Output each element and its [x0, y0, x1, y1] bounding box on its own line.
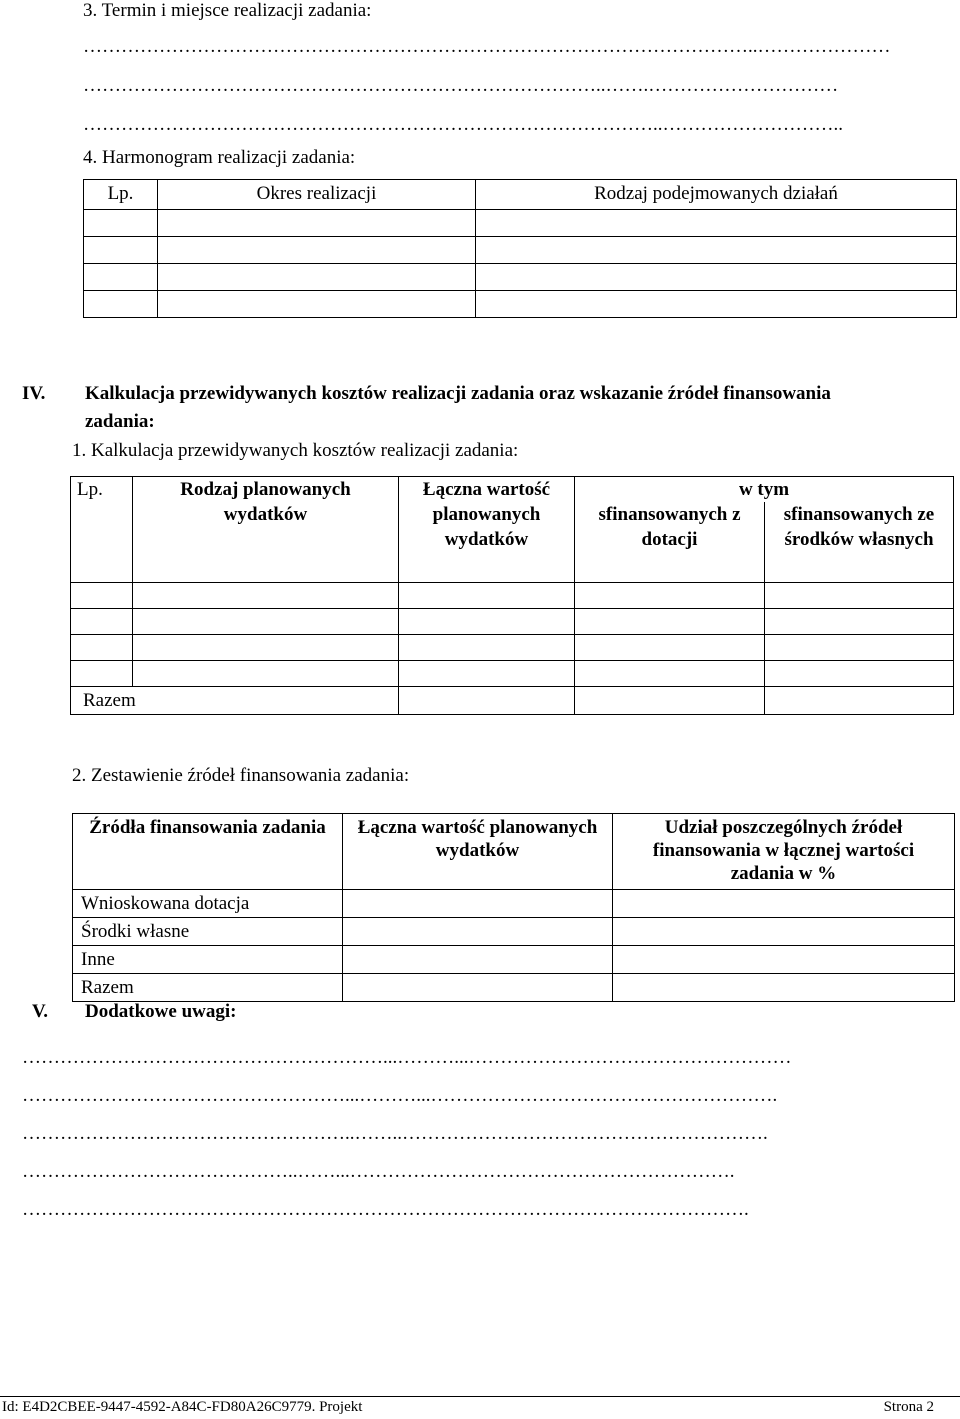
table-cell[interactable]: [71, 582, 133, 608]
table-cell[interactable]: [765, 582, 954, 608]
total-row-label: Razem: [71, 686, 399, 714]
dotted-line: ……………………………………………………………………………………………..…………………: [83, 36, 891, 57]
section-v-number: V.: [32, 1001, 49, 1022]
table-cell[interactable]: [71, 634, 133, 660]
column-header-sources: Źródła finansowania zadania: [73, 814, 343, 890]
table-cell[interactable]: [399, 686, 575, 714]
dotted-line: ………………………………………………………………………..…….…………………………: [83, 75, 839, 96]
table-cell[interactable]: [84, 264, 158, 291]
section-iv-heading-cont: zadania:: [85, 411, 155, 432]
table-cell[interactable]: [399, 582, 575, 608]
page-footer: [0, 1396, 960, 1419]
cost-table: [70, 476, 954, 715]
source-row-label: Razem: [73, 974, 343, 1002]
column-header-own-funds: sfinansowanych ze środków własnych: [765, 502, 954, 582]
table-cell[interactable]: [84, 237, 158, 264]
table-cell[interactable]: [158, 210, 476, 237]
table-cell[interactable]: [575, 686, 765, 714]
column-header-expense-type: Rodzaj planowanych wydatków: [133, 477, 399, 583]
table-cell[interactable]: [613, 890, 955, 918]
table-cell[interactable]: [476, 291, 957, 318]
table-cell[interactable]: [613, 974, 955, 1002]
dotted-line: ………………………………………………………………………………..………………………..: [83, 114, 843, 135]
table-cell[interactable]: [343, 974, 613, 1002]
table-cell[interactable]: [158, 237, 476, 264]
section-iv-number: IV.: [22, 383, 46, 404]
dotted-line: ……………………………………………..……..………………………………………………….: [22, 1123, 768, 1144]
dotted-line: …………………………………………………………………………………………………….: [22, 1199, 749, 1220]
table-cell[interactable]: [133, 660, 399, 686]
table-cell[interactable]: [158, 264, 476, 291]
table-cell[interactable]: [133, 608, 399, 634]
subsection-1-heading: 1. Kalkulacja przewidywanych kosztów realizacji zadania:: [72, 440, 519, 461]
table-cell[interactable]: [343, 946, 613, 974]
section-v-heading: Dodatkowe uwagi:: [85, 1001, 237, 1022]
dotted-line: ……………………………………..……...…………………………………………………….: [22, 1161, 735, 1182]
document-id: Id: E4D2CBEE-9447-4592-A84C-FD80A26C9779. Projekt: [2, 1399, 363, 1415]
table-cell[interactable]: [476, 210, 957, 237]
table-cell[interactable]: [71, 608, 133, 634]
column-header-including: w tym: [575, 477, 954, 503]
column-header-actions: Rodzaj podejmowanych działań: [476, 180, 957, 210]
table-cell[interactable]: [343, 918, 613, 946]
column-header-total-value: Łączna wartość planowanych wydatków: [399, 477, 575, 583]
column-header-from-grant: sfinansowanych z dotacji: [575, 502, 765, 582]
page-number: Strona 2: [883, 1399, 934, 1415]
section-4-heading: 4. Harmonogram realizacji zadania:: [83, 147, 356, 168]
table-cell[interactable]: [133, 634, 399, 660]
sources-table: [72, 813, 955, 1002]
source-row-label: Wnioskowana dotacja: [73, 890, 343, 918]
section-iv-heading: Kalkulacja przewidywanych kosztów realizacji zadania oraz wskazanie źródeł finansowania: [85, 383, 831, 404]
table-cell[interactable]: [399, 608, 575, 634]
table-cell[interactable]: [343, 890, 613, 918]
column-header-lp: Lp.: [71, 477, 133, 583]
table-cell[interactable]: [765, 608, 954, 634]
table-cell[interactable]: [84, 210, 158, 237]
column-header-period: Okres realizacji: [158, 180, 476, 210]
table-cell[interactable]: [158, 291, 476, 318]
table-cell[interactable]: [71, 660, 133, 686]
dotted-line: ……………………………………………...………...……………………………………………….: [22, 1085, 778, 1106]
table-cell[interactable]: [399, 660, 575, 686]
table-cell[interactable]: [399, 634, 575, 660]
table-cell[interactable]: [765, 686, 954, 714]
table-cell[interactable]: [765, 634, 954, 660]
table-cell[interactable]: [613, 918, 955, 946]
table-cell[interactable]: [575, 582, 765, 608]
column-header-total-value: Łączna wartość planowanych wydatków: [343, 814, 613, 890]
table-cell[interactable]: [613, 946, 955, 974]
table-cell[interactable]: [575, 608, 765, 634]
subsection-2-heading: 2. Zestawienie źródeł finansowania zadania:: [72, 765, 410, 786]
table-cell[interactable]: [575, 634, 765, 660]
table-cell[interactable]: [133, 582, 399, 608]
column-header-share-percent: Udział poszczególnych źródeł finansowania w łącznej wartości zadania w %: [613, 814, 955, 890]
source-row-label: Środki własne: [73, 918, 343, 946]
schedule-table: [83, 179, 957, 318]
dotted-line: …………………………………………………...………...……………………………………………: [22, 1047, 792, 1068]
table-cell[interactable]: [84, 291, 158, 318]
section-3-heading: 3. Termin i miejsce realizacji zadania:: [83, 0, 372, 21]
table-cell[interactable]: [765, 660, 954, 686]
table-cell[interactable]: [476, 264, 957, 291]
table-cell[interactable]: [476, 237, 957, 264]
table-cell[interactable]: [575, 660, 765, 686]
source-row-label: Inne: [73, 946, 343, 974]
column-header-lp: Lp.: [84, 180, 158, 210]
